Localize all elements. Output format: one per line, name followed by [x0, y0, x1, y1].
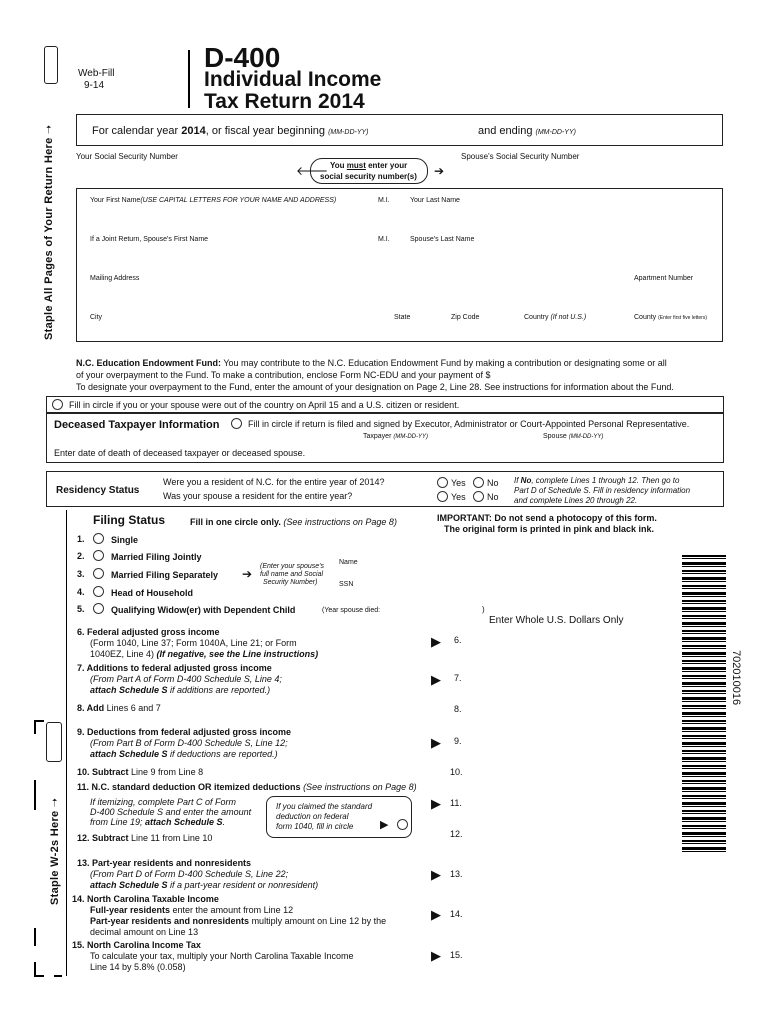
line15-sub2: Line 14 by 5.8% (0.058) [90, 962, 186, 972]
line11-pointer-icon: ▶ [431, 796, 441, 811]
period-end: and ending (MM-DD-YY) [478, 125, 576, 137]
line12-title: 12. Subtract Line 11 from Line 10 [77, 833, 213, 843]
spouse-yes-circle[interactable] [437, 491, 448, 502]
line7-title: 7. Additions to federal adjusted gross income [77, 663, 272, 673]
spouse-ssn-field-label: SSN [339, 581, 354, 588]
state-label: State [394, 314, 411, 321]
resident-yes-label: Yes [451, 478, 466, 488]
residency-heading: Residency Status [56, 485, 140, 496]
line11-title: 11. N.C. standard deduction OR itemized deductions (See instructions on Page 8) [77, 782, 417, 792]
filing-num-2: 2. [77, 551, 85, 561]
form-id: D-400 [204, 42, 281, 73]
corner-mark [34, 962, 36, 976]
endowment-line-3: To designate your overpayment to the Fund, enter the amount of your designation on Page 2, Line 28. See instructions for information about the Fund. [76, 382, 674, 392]
line8-num: 8. [454, 704, 462, 714]
line13-sub1: (From Part D of Form D-400 Schedule S, Line 22; [90, 869, 289, 879]
filing-separate-circle[interactable] [93, 568, 104, 579]
deceased-circle[interactable] [231, 418, 242, 429]
last-name-label: Your Last Name [410, 197, 460, 204]
arrow-left-icon: 🡐 [296, 164, 329, 178]
staple-box-bottom [46, 722, 62, 762]
line6-title: 6. Federal adjusted gross income [77, 627, 220, 637]
staple-return-label: Staple All Pages of Your Return Here ➝ [43, 124, 55, 340]
filing-separate-label: Married Filing Separately [111, 570, 219, 580]
line14-title: 14. North Carolina Taxable Income [72, 894, 219, 904]
residency-q2: Was your spouse a resident for the entire year? [163, 491, 353, 501]
line13-num: 13. [450, 869, 463, 879]
apartment-label: Apartment Number [634, 275, 694, 282]
line7-sub2: attach Schedule S if additions are reported.) [90, 685, 271, 695]
filing-hoh-label: Head of Household [111, 588, 194, 598]
form-title-2: Tax Return 2014 [204, 90, 365, 113]
std-box-1: If you claimed the standard [276, 802, 373, 811]
barcode-number: 702010016 [730, 650, 742, 706]
arrow-right-icon: ➔ [242, 567, 253, 581]
line15-title: 15. North Carolina Income Tax [72, 940, 201, 950]
header-divider [188, 50, 190, 108]
deceased-text: Fill in circle if return is filed and signed by Executor, Administrator or Court-Appointed Personal Representative. [248, 419, 690, 429]
staple-w2-label: Staple W-2s Here ➝ [49, 797, 61, 905]
left-rule [66, 510, 67, 976]
line13-sub2: attach Schedule S if a part-year resident or nonresident) [90, 880, 319, 890]
spouse-first-label: If a Joint Return, Spouse's First Name [90, 236, 209, 243]
important-2: The original form is printed in pink and black ink. [444, 524, 655, 534]
filing-num-5: 5. [77, 604, 85, 614]
first-name-label: Your First Name(USE CAPITAL LETTERS FOR YOUR NAME AND ADDRESS) [90, 197, 337, 204]
residency-note-2: Part D of Schedule S. Fill in residency information [514, 486, 691, 495]
line9-title: 9. Deductions from federal adjusted gross income [77, 727, 292, 737]
line13-pointer-icon: ▶ [431, 867, 441, 882]
deceased-taxpayer: Taxpayer (MM-DD-YY) [363, 433, 429, 440]
important-1: IMPORTANT: Do not send a photocopy of this form. [437, 513, 657, 523]
deceased-spouse: Spouse (MM-DD-YY) [543, 433, 604, 440]
corner-mark [34, 975, 44, 977]
spouse-name-label: Name [339, 559, 358, 566]
line14-sub2: Part-year residents and nonresidents multiply amount on Line 12 by the [90, 916, 387, 926]
spouse-died-label: (Year spouse died: [322, 607, 381, 614]
std-deduction-circle[interactable] [397, 819, 408, 830]
line8-title: 8. Add Lines 6 and 7 [77, 703, 161, 713]
endowment-line-1: N.C. Education Endowment Fund: You may contribute to the N.C. Education Endowment Fund by making a contribution or designating some or all [76, 358, 667, 368]
filing-num-1: 1. [77, 534, 85, 544]
zip-label: Zip Code [451, 314, 480, 321]
webfill-label: Web-Fill [78, 68, 115, 79]
filing-single-label: Single [111, 535, 139, 545]
line9-sub2: attach Schedule S if deductions are reported.) [90, 749, 278, 759]
spouse-note-3: Security Number) [263, 579, 318, 586]
line9-pointer-icon: ▶ [431, 735, 441, 750]
line11-sub1: If itemizing, complete Part C of Form [90, 797, 237, 807]
whole-dollars-label: Enter Whole U.S. Dollars Only [489, 615, 624, 626]
barcode [682, 555, 726, 855]
filing-joint-circle[interactable] [93, 550, 104, 561]
filing-joint-label: Married Filing Jointly [111, 552, 202, 562]
country-label: Country (If not U.S.) [524, 314, 587, 321]
line15-pointer-icon: ▶ [431, 948, 441, 963]
std-box-2: deduction on federal [276, 812, 349, 821]
spouse-note-2: full name and Social [260, 571, 324, 578]
corner-mark [34, 720, 36, 734]
filing-widow-label: Qualifying Widow(er) with Dependent Child [111, 605, 296, 615]
your-ssn-label: Your Social Security Number [76, 152, 178, 161]
spouse-no-label: No [487, 492, 499, 502]
death-date-text: Enter date of death of deceased taxpayer or deceased spouse. [54, 448, 306, 458]
spouse-no-circle[interactable] [473, 491, 484, 502]
line12-num: 12. [450, 829, 463, 839]
spouse-yes-label: Yes [451, 492, 466, 502]
out-of-country-circle[interactable] [52, 399, 63, 410]
arrow-up-icon: ➝ [49, 797, 61, 808]
deceased-heading: Deceased Taxpayer Information [54, 419, 220, 431]
residency-note-3: and complete Lines 20 through 22. [514, 496, 638, 505]
residency-note-1: If No, complete Lines 1 through 12. Then go to [514, 476, 680, 485]
residency-q1: Were you a resident of N.C. for the entire year of 2014? [163, 477, 385, 487]
spouse-died-close: ) [482, 605, 485, 614]
filing-num-3: 3. [77, 569, 85, 579]
line6-sub2: 1040EZ, Line 4) (If negative, see the Line instructions) [90, 649, 319, 659]
std-pointer-icon: ▶ [380, 819, 389, 831]
city-label: City [90, 314, 103, 321]
resident-no-label: No [487, 478, 499, 488]
filing-widow-circle[interactable] [93, 603, 104, 614]
line14-pointer-icon: ▶ [431, 907, 441, 922]
endowment-line-2: of your overpayment to the Fund. To make a contribution, enclose Form NC-EDU and your payment of $ [76, 370, 491, 380]
line10-num: 10. [450, 767, 463, 777]
corner-mark [34, 720, 44, 722]
filing-heading: Filing Status [93, 513, 165, 527]
line7-pointer-icon: ▶ [431, 672, 441, 687]
corner-mark [54, 975, 62, 977]
line15-num: 15. [450, 950, 463, 960]
out-of-country-text: Fill in circle if you or your spouse were out of the country on April 15 and a U.S. citizen or resident. [69, 400, 460, 410]
line14-sub3: decimal amount on Line 13 [90, 927, 199, 937]
form-title-1: Individual Income [204, 68, 382, 91]
line6-pointer-icon: ▶ [431, 634, 441, 649]
line9-num: 9. [454, 736, 462, 746]
mi2-label: M.I. [378, 236, 390, 243]
line13-title: 13. Part-year residents and nonresidents [77, 858, 252, 868]
spouse-ssn-label: Spouse's Social Security Number [461, 152, 580, 161]
line11-num: 11. [450, 798, 462, 808]
version-label: 9-14 [84, 80, 105, 91]
mi-label: M.I. [378, 197, 390, 204]
resident-yes-circle[interactable] [437, 477, 448, 488]
filing-single-circle[interactable] [93, 533, 104, 544]
line14-num: 14. [450, 909, 463, 919]
arrow-up-icon: ➝ [43, 124, 55, 135]
spouse-last-label: Spouse's Last Name [410, 236, 475, 243]
corner-mark [34, 928, 36, 946]
line11-sub3: from Line 19; attach Schedule S. [90, 817, 226, 827]
ssn-notice-2: social security number(s) [320, 172, 417, 181]
line10-title: 10. Subtract Line 9 from Line 8 [77, 767, 204, 777]
line11-sub2: D-400 Schedule S and enter the amount [90, 807, 252, 817]
line7-sub1: (From Part A of Form D-400 Schedule S, Line 4; [90, 674, 282, 684]
corner-mark [34, 780, 36, 810]
period-text: For calendar year 2014, or fiscal year beginning (MM-DD-YY) [92, 125, 369, 137]
line14-sub1: Full-year residents enter the amount from Line 12 [90, 905, 294, 915]
line9-sub1: (From Part B of Form D-400 Schedule S, Line 12; [90, 738, 288, 748]
mailing-label: Mailing Address [90, 275, 140, 282]
county-label: County (Enter first five letters) [634, 314, 708, 321]
arrow-right-icon: ➔ [434, 164, 445, 178]
staple-box-top [44, 46, 58, 84]
line15-sub1: To calculate your tax, multiply your North Carolina Taxable Income [90, 951, 354, 961]
filing-num-4: 4. [77, 587, 85, 597]
filing-instr: Fill in one circle only. (See instructions on Page 8) [190, 517, 397, 527]
filing-hoh-circle[interactable] [93, 586, 104, 597]
line6-num: 6. [454, 635, 462, 645]
line6-sub1: (Form 1040, Line 37; Form 1040A, Line 21; or Form [90, 638, 297, 648]
ssn-notice-1: You must enter your [330, 161, 408, 170]
spouse-note-1: (Enter your spouse's [260, 563, 324, 570]
resident-no-circle[interactable] [473, 477, 484, 488]
line7-num: 7. [454, 673, 462, 683]
std-box-3: form 1040, fill in circle [276, 822, 354, 831]
